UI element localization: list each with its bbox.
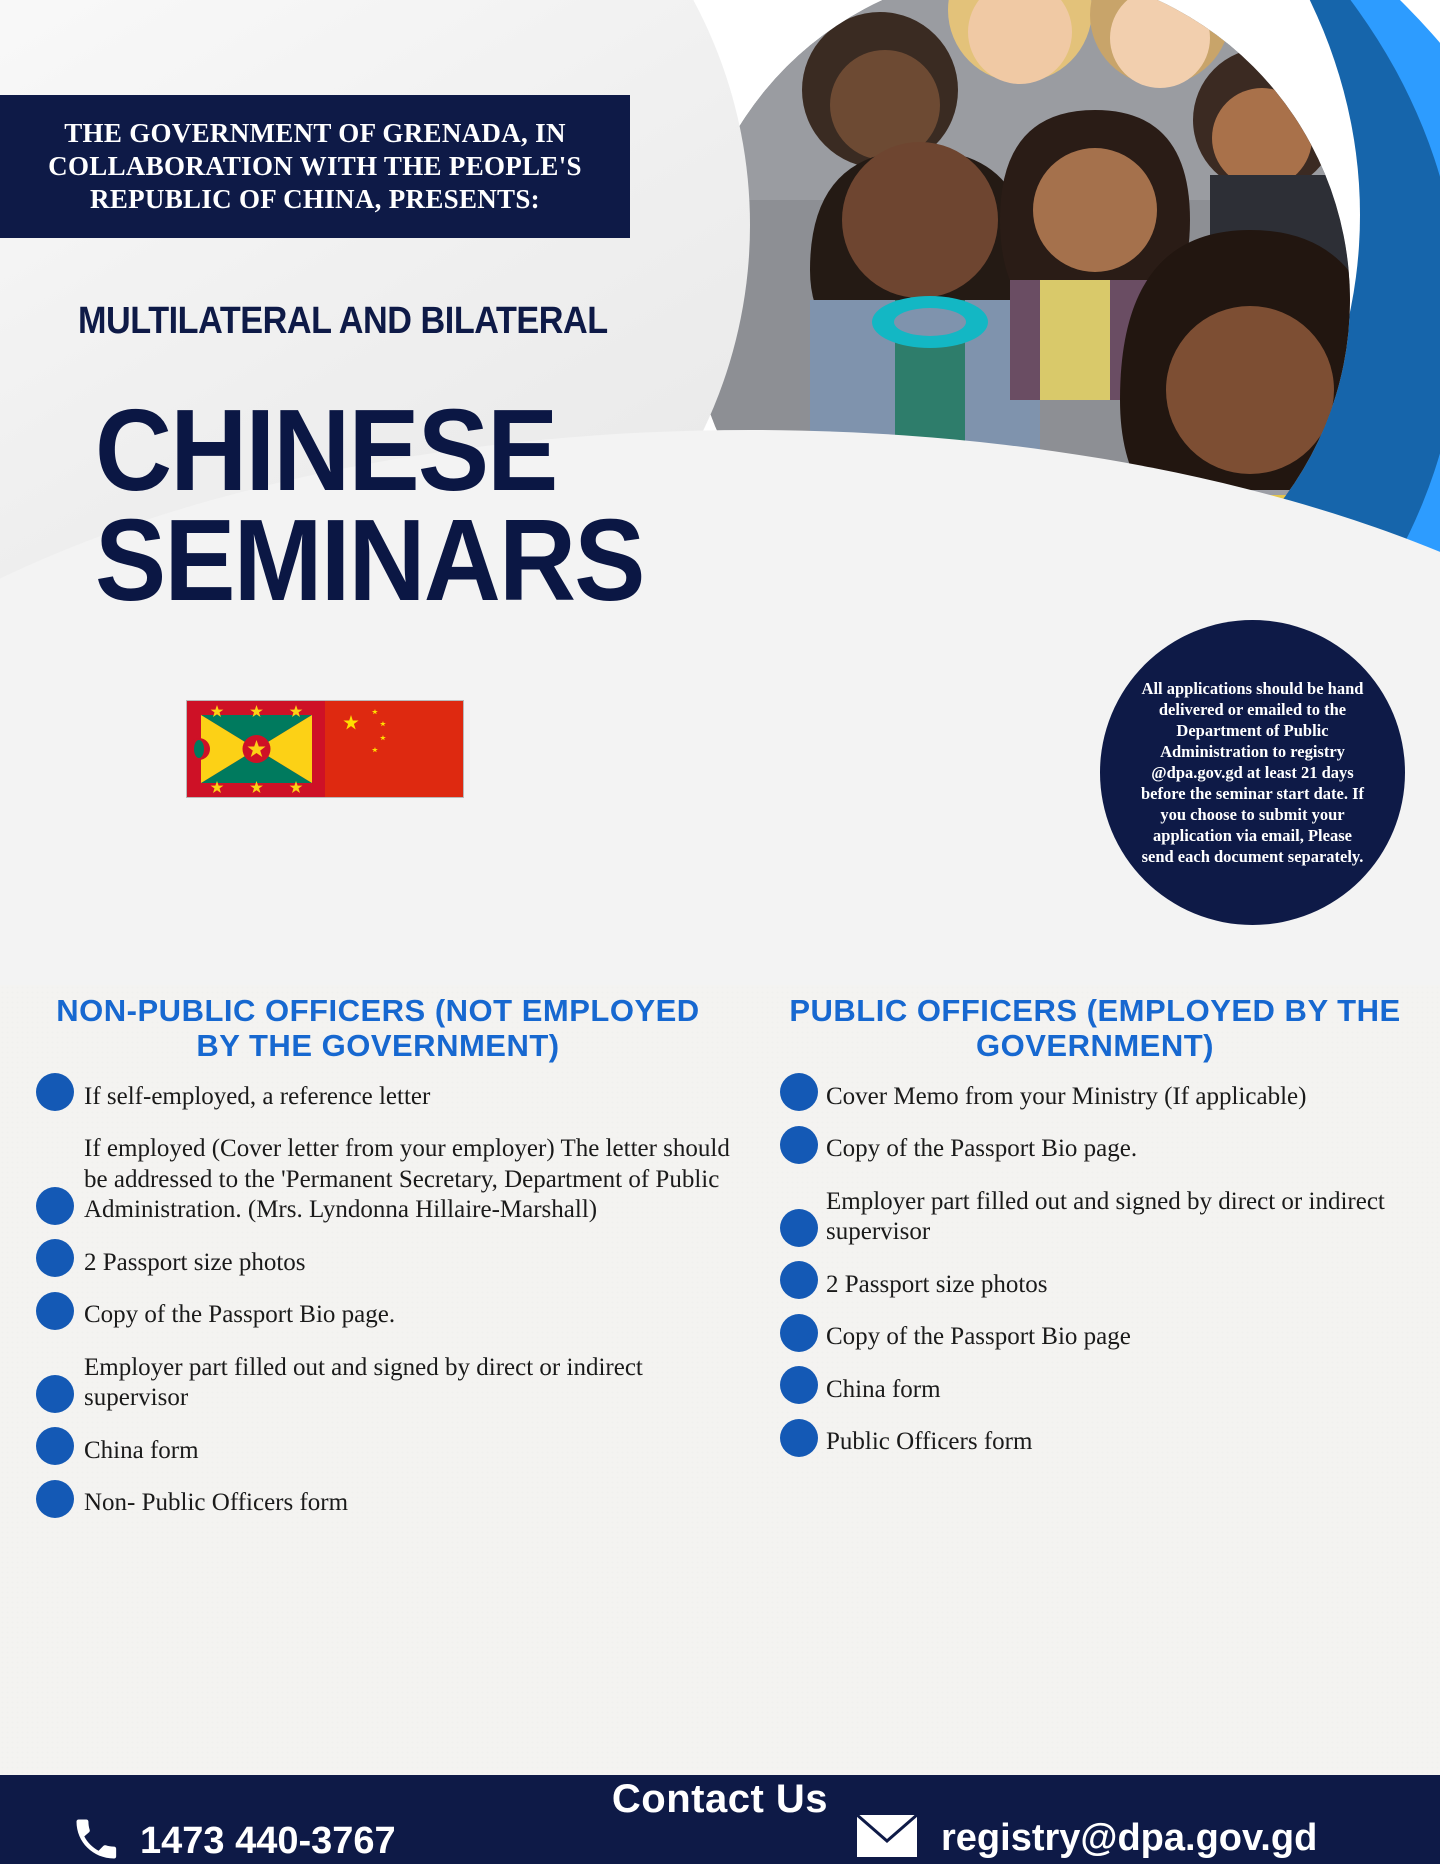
list-item bbox=[22, 1353, 734, 1414]
page-title bbox=[95, 385, 644, 626]
bullet-icon bbox=[780, 1314, 818, 1352]
bullet-icon bbox=[36, 1480, 74, 1518]
list-item-text: China form bbox=[826, 1375, 941, 1403]
list-item bbox=[770, 1270, 1420, 1301]
email-contact[interactable] bbox=[855, 1813, 1317, 1864]
phone-icon bbox=[70, 1813, 122, 1864]
page-title-line2: SEMINARS bbox=[95, 495, 644, 626]
bullet-icon bbox=[780, 1366, 818, 1404]
list-item-text: If self-employed, a reference letter bbox=[84, 1082, 431, 1110]
list-item bbox=[770, 1375, 1420, 1406]
list-item-text: China form bbox=[84, 1436, 199, 1464]
bullet-icon bbox=[36, 1427, 74, 1465]
list-item bbox=[22, 1134, 734, 1226]
list-item-text: Copy of the Passport Bio page. bbox=[84, 1301, 396, 1329]
list-item-text: Public Officers form bbox=[826, 1428, 1033, 1456]
list-item-text: Copy of the Passport Bio page bbox=[826, 1323, 1131, 1351]
application-note: All applications should be hand delivered or emailed to the Department of Public Administration to registry @dpa.gov.gd at least 21 days before the seminar start date. If you choose to submit your application via email, Please send each document separately. bbox=[1100, 620, 1405, 925]
list-item bbox=[770, 1187, 1420, 1248]
public-officers-list bbox=[770, 1082, 1420, 1458]
bullet-icon bbox=[780, 1419, 818, 1457]
non-public-officers-list bbox=[22, 1082, 734, 1519]
bullet-icon bbox=[780, 1209, 818, 1247]
list-item-text: Non- Public Officers form bbox=[84, 1489, 349, 1517]
page-title-line1: CHINESE bbox=[95, 385, 557, 515]
list-item bbox=[770, 1134, 1420, 1165]
grenada-flag-icon bbox=[187, 701, 325, 797]
list-item-text: 2 Passport size photos bbox=[84, 1248, 306, 1276]
public-officers-column bbox=[770, 985, 1420, 1480]
list-item-text: Copy of the Passport Bio page. bbox=[826, 1135, 1138, 1163]
list-item-text: 2 Passport size photos bbox=[826, 1270, 1048, 1298]
requirements-section bbox=[0, 985, 1440, 1775]
phone-contact[interactable] bbox=[70, 1813, 396, 1864]
list-item bbox=[770, 1082, 1420, 1113]
column-heading-non-public: NON-PUBLIC OFFICERS (NOT EMPLOYED BY THE GOVERNMENT) bbox=[56, 993, 700, 1064]
list-item-text: Cover Memo from your Ministry (If applicable) bbox=[826, 1082, 1307, 1110]
list-item bbox=[22, 1436, 734, 1467]
bullet-icon bbox=[36, 1187, 74, 1225]
list-item-text: Employer part filled out and signed by direct or indirect supervisor bbox=[84, 1353, 643, 1412]
list-item bbox=[22, 1248, 734, 1279]
list-item-text: Employer part filled out and signed by direct or indirect supervisor bbox=[826, 1187, 1385, 1246]
column-heading-public: PUBLIC OFFICERS (EMPLOYED BY THE GOVERNMENT) bbox=[789, 993, 1401, 1064]
list-item bbox=[22, 1300, 734, 1331]
email-icon bbox=[855, 1813, 919, 1864]
bullet-icon bbox=[36, 1073, 74, 1111]
list-item bbox=[22, 1082, 734, 1113]
bullet-icon bbox=[780, 1126, 818, 1164]
presenter-band: THE GOVERNMENT OF GRENADA, IN COLLABORATION WITH THE PEOPLE'S REPUBLIC OF CHINA, PRESENTS: bbox=[0, 95, 630, 238]
list-item bbox=[770, 1322, 1420, 1353]
bullet-icon bbox=[780, 1261, 818, 1299]
email-address: registry@dpa.gov.gd bbox=[941, 1817, 1318, 1859]
bullet-icon bbox=[36, 1239, 74, 1277]
china-flag-icon bbox=[325, 701, 463, 797]
contact-footer bbox=[0, 1775, 1440, 1864]
phone-number: 1473 440-3767 bbox=[140, 1820, 396, 1862]
poster-subtitle: MULTILATERAL AND BILATERAL bbox=[78, 300, 608, 342]
flags bbox=[186, 700, 464, 798]
bullet-icon bbox=[780, 1073, 818, 1111]
bullet-icon bbox=[36, 1292, 74, 1330]
list-item bbox=[770, 1427, 1420, 1458]
non-public-officers-column bbox=[22, 985, 734, 1541]
list-item bbox=[22, 1488, 734, 1519]
bullet-icon bbox=[36, 1375, 74, 1413]
list-item-text: If employed (Cover letter from your employer) The letter should be addressed to the 'Permanent Secretary, Department of Public Administration. (Mrs. Lyndonna Hillaire-Marshall) bbox=[84, 1135, 730, 1224]
contact-title: Contact Us bbox=[611, 1777, 829, 1821]
